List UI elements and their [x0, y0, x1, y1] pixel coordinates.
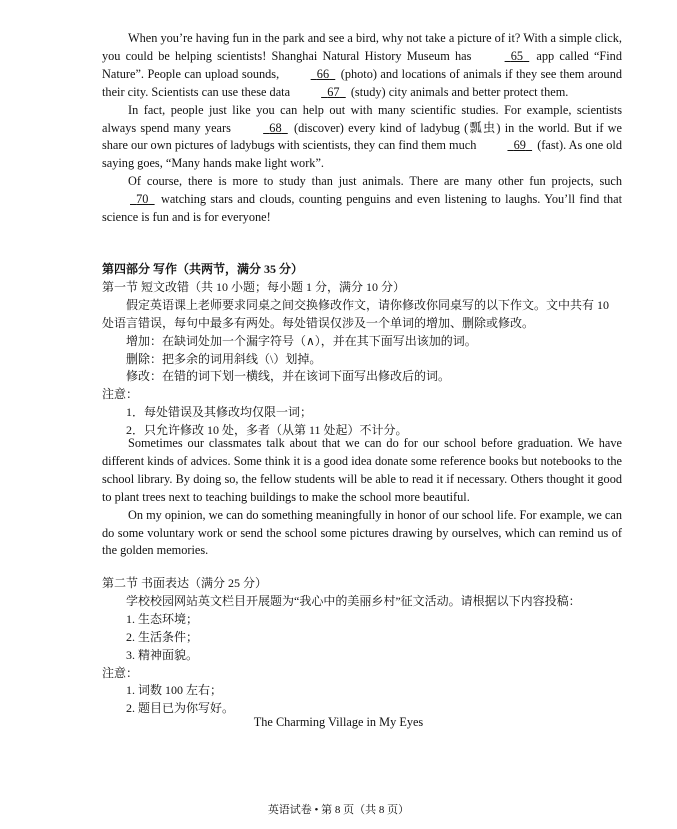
- passage-text: app called “Find Nature”. People can upload sounds,: [102, 48, 622, 81]
- essay-paragraph-1: Sometimes our classmates talk about that we can do for our school before graduation. We have different kinds of advices. Some think it is a good idea donate some reference books but notebooks to the school library. By doing so, the fellow students will be able to read it if necessary. Others thought it good to plant trees next to teaching buildings to make the school more beautiful.: [102, 436, 622, 504]
- passage-paragraph-2: [102, 102, 622, 174]
- essay-title: The Charming Village in My Eyes: [253, 715, 424, 729]
- note-label: 注意：: [102, 387, 139, 402]
- blank-68: 68: [269, 120, 282, 135]
- passage-text: (discover) every kind of ladybug (瓢虫) in the world. But if we share our own pictures of ladybugs with scientists, they can find them much: [102, 120, 623, 153]
- delete-rule: 删除：把多余的词用斜线（\）划掉。: [126, 351, 322, 366]
- section2-instructions: 学校校园网站英文栏目开展题为“我心中的美丽乡村”征文活动。请根据以下内容投稿：: [126, 593, 581, 608]
- section2-written-expression: [102, 575, 622, 718]
- part4-writing: [102, 261, 622, 440]
- blank-65: 65: [510, 48, 524, 63]
- blank-70: 70: [136, 192, 149, 207]
- passage-text: (fast). As one old saying goes, “Many hands make light work”.: [102, 138, 622, 171]
- note-label-2: 注意：: [102, 665, 139, 680]
- requirement-1: 1. 词数 100 左右；: [126, 683, 223, 698]
- content-item-2: 2. 生活条件；: [126, 629, 199, 644]
- grammar-fill-passage: [102, 30, 622, 227]
- section2-heading: 第二节 书面表达（满分 25 分）: [102, 576, 268, 590]
- passage-text: Of course, there is more to study than just animals. There are many other fun projects, such: [128, 174, 622, 189]
- passage-text: (photo) and locations of animals if they see them around their city. Scientists can use these data: [102, 66, 623, 99]
- section1-heading: 第一节 短文改错（共 10 小题；每小题 1 分，满分 10 分）: [102, 279, 406, 294]
- modify-rule: 修改：在错的词下划一横线，并在该词下面写出修改后的词。: [126, 369, 451, 384]
- error-correction-essay: [102, 435, 622, 560]
- requirement-2: 2. 题目已为你写好。: [126, 701, 235, 716]
- passage-text: watching stars and clouds, counting penguins and even listening to laughs. You’ll find that science is fun and is for everyone!: [102, 192, 622, 225]
- section1-instructions: 假定英语课上老师要求同桌之间交换修改作文，请你修改你同桌写的以下作文。文中共有 10 处语言错误，每句中最多有两处。每处错误仅涉及一个单词的增加、删除或修改。: [102, 297, 610, 330]
- part4-heading: 第四部分 写作（共两节，满分 35 分）: [102, 262, 304, 276]
- passage-text: In fact, people just like you can help out with many scientific studies. For example, scientists always spend many years: [102, 102, 622, 135]
- note-item-1: 1．每处错误及其修改均仅限一词；: [126, 405, 313, 420]
- passage-text: (study) city animals and better protect them.: [350, 84, 569, 99]
- blank-66: 66: [316, 66, 330, 81]
- blank-67: 67: [327, 84, 340, 99]
- blank-69: 69: [513, 138, 526, 153]
- content-item-3: 3. 精神面貌。: [126, 647, 199, 662]
- note-item-2: 2．只允许修改 10 处，多者（从第 11 处起）不计分。: [126, 423, 408, 438]
- add-rule: 增加：在缺词处加一个漏字符号（∧），并在其下面写出该加的词。: [126, 333, 477, 348]
- content-item-1: 1. 生态环境；: [126, 611, 199, 626]
- passage-paragraph-3: [102, 173, 622, 227]
- passage-text: When you’re having fun in the park and see a bird, why not take a picture of it? With a simple click, you could be helping scientists! Shanghai Natural History Museum has: [102, 31, 622, 63]
- page-footer: 英语试卷 • 第 8 页（共 8 页）: [267, 804, 410, 816]
- essay-paragraph-2: On my opinion, we can do something meaningfully in honor of our school life. For example, we can do some voluntary work or send the school some pictures drawing by ourselves, which can remind us of the golden memories.: [102, 507, 622, 558]
- passage-paragraph-1: [102, 30, 622, 102]
